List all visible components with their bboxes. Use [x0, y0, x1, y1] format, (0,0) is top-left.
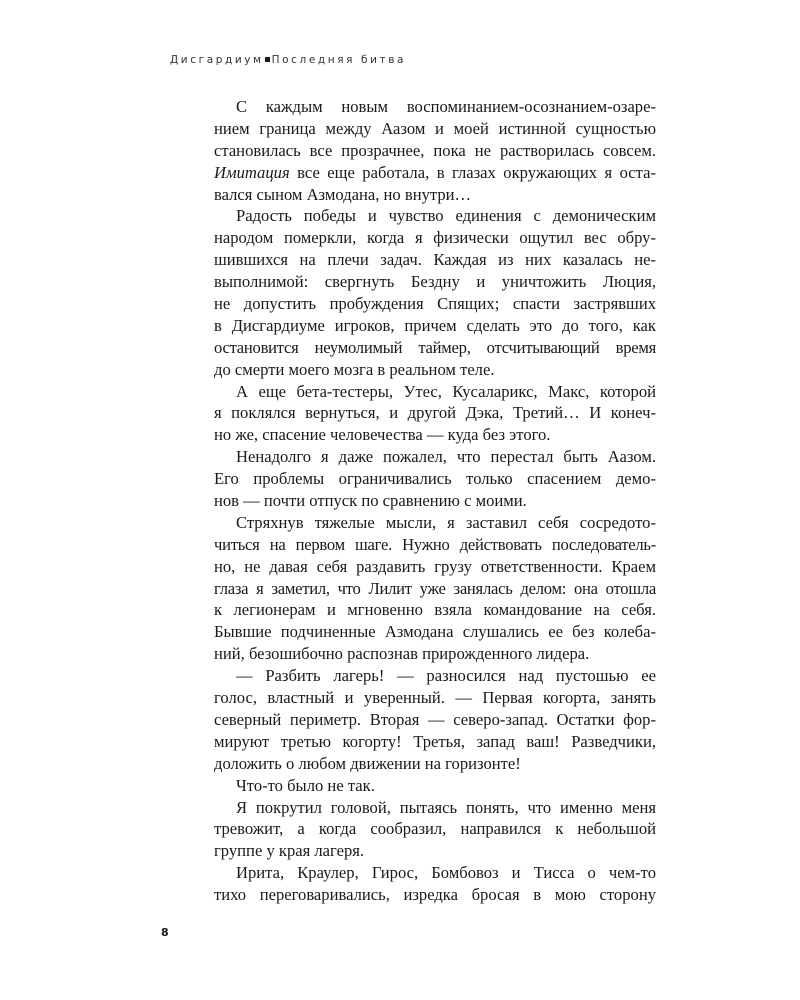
running-header: [170, 54, 406, 66]
text-line: я поклялся вернуться, и другой Дэка, Третий… И конеч-: [214, 403, 656, 423]
text-line: А еще бета-тестеры, Утес, Кусаларикс, Макс, которой: [236, 381, 656, 401]
text-line: в Дисгардиуме игроков, причем сделать это до того, как: [214, 315, 656, 335]
text-line: Бывшие подчиненные Азмодана слушались ее без колеба-: [214, 622, 656, 642]
text-line: вался сыном Азмодана, но внутри…: [214, 184, 472, 204]
text-line: но, не давая себя раздавить грузу ответственности. Краем: [214, 556, 656, 576]
text-line: группе у края лагеря.: [214, 841, 365, 861]
text-line: не допустить пробуждения Спящих; спасти застрявших: [214, 294, 656, 314]
text-line: ний, безошибочно распознав прирожденного лидера.: [214, 644, 590, 664]
text-line: Что-то было не так.: [236, 775, 375, 795]
header-separator-square: [265, 57, 270, 62]
page-number: 8: [161, 926, 169, 939]
text-line: глаза я заметил, что Лилит уже занялась делом: она отошла: [214, 578, 656, 598]
text-line: Ирита, Краулер, Гирос, Бомбовоз и Тисса о чем-то: [236, 863, 656, 883]
text-line: становилась все прозрачнее, пока не растворилась совсем.: [214, 140, 656, 160]
header-book-title: Дисгардиум: [170, 54, 264, 66]
header-volume-title: Последняя битва: [271, 54, 407, 66]
text-line: тихо переговаривались, изредка бросая в мою сторону: [214, 885, 656, 905]
text-line: шившихся на плечи задач. Каждая из них казалась не-: [214, 250, 656, 270]
text-line: выполнимой: свергнуть Бездну и уничтожить Люция,: [214, 272, 656, 292]
text-line: Я покрутил головой, пытаясь понять, что именно меня: [236, 797, 656, 817]
text-line: народом померкли, когда я физически ощутил вес обру-: [214, 228, 656, 248]
text-line: Ненадолго я даже пожалел, что перестал быть Аазом.: [236, 447, 656, 467]
body-text: [214, 96, 656, 906]
italic-term: Имитация: [214, 162, 290, 182]
text-line: нием граница между Аазом и моей истинной сущностью: [214, 118, 656, 138]
text-fragment: все еще работала, в глазах окружающих я оста-: [297, 162, 656, 182]
text-line: нов — почти отпуск по сравнению с моими.: [214, 491, 527, 511]
text-line: С каждым новым воспоминанием-осознанием-озаре-: [236, 97, 656, 116]
text-line: остановится неумолимый таймер, отсчитывающий время: [214, 337, 656, 357]
text-line: голос, властный и уверенный. — Первая когорта, занять: [214, 688, 656, 708]
text-line: мируют третью когорту! Третья, запад ваш! Разведчики,: [214, 731, 656, 751]
text-line: Его проблемы ограничивались только спасением демо-: [214, 469, 656, 489]
text-line: северный периметр. Вторая — северо-запад. Остатки фор-: [214, 709, 656, 729]
text-line: [214, 162, 656, 184]
text-line: читься на первом шаге. Нужно действовать последователь-: [214, 534, 656, 554]
text-line: тревожит, а когда сообразил, направился к небольшой: [214, 819, 656, 839]
text-line: к легионерам и мгновенно взяла командование на себя.: [214, 600, 656, 620]
text-line: до смерти моего мозга в реальном теле.: [214, 359, 495, 379]
text-line: доложить о любом движении на горизонте!: [214, 753, 521, 773]
text-line: но же, спасение человечества — куда без этого.: [214, 425, 551, 445]
text-line: Стряхнув тяжелые мысли, я заставил себя сосредото-: [236, 512, 656, 532]
text-line: Радость победы и чувство единения с демоническим: [236, 206, 656, 226]
text-line: — Разбить лагерь! — разносился над пустошью ее: [236, 666, 656, 686]
